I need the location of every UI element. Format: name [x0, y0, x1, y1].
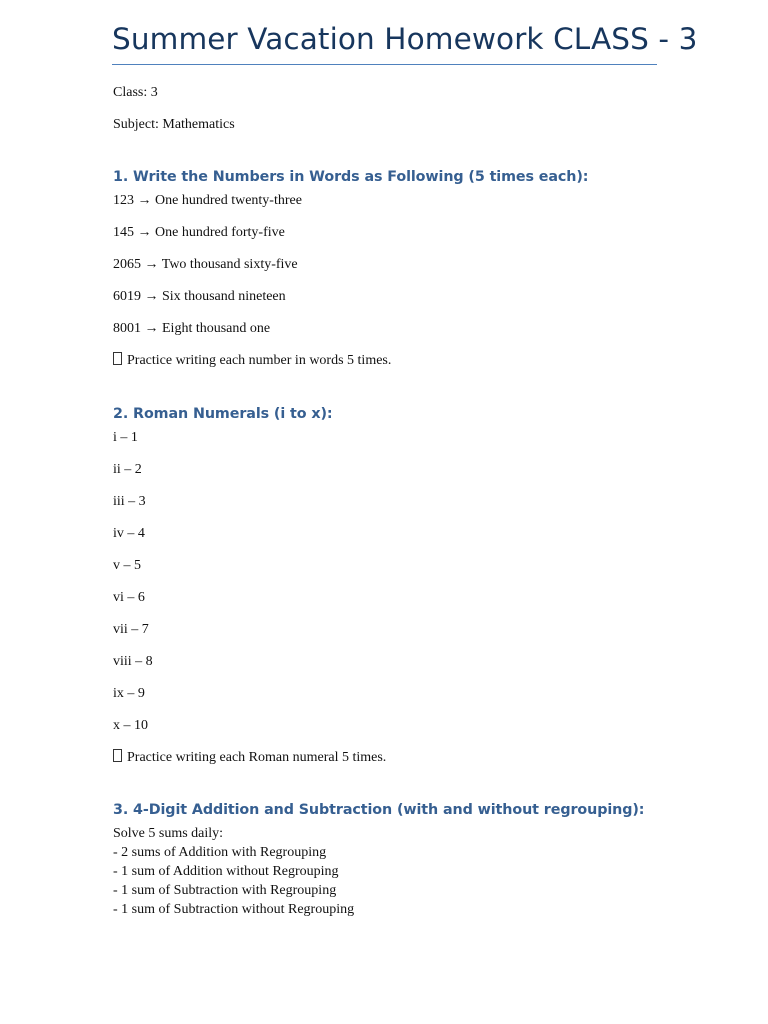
section2-note [113, 749, 386, 766]
missing-glyph-box-icon [113, 749, 122, 762]
roman-numeral-item: x – 10 [113, 718, 148, 733]
roman-numeral-item: vi – 6 [113, 590, 145, 605]
missing-glyph-box-icon [113, 352, 122, 365]
roman-numeral-item: iii – 3 [113, 494, 146, 509]
section1-heading: 1. Write the Numbers in Words as Following (5 times each): [113, 169, 589, 185]
roman-numeral-item: viii – 8 [113, 654, 153, 669]
roman-numeral-item: ix – 9 [113, 686, 145, 701]
roman-numeral-item: iv – 4 [113, 526, 145, 541]
section3-heading: 3. 4-Digit Addition and Subtraction (with and without regrouping): [113, 802, 645, 818]
section2-note-text: Practice writing each Roman numeral 5 times. [127, 750, 387, 765]
section1-note-text: Practice writing each number in words 5 times. [127, 353, 392, 368]
section3-intro: Solve 5 sums daily: [113, 826, 224, 841]
section3-item: - 2 sums of Addition with Regrouping [113, 845, 327, 860]
section3-item: - 1 sum of Subtraction with Regrouping [113, 883, 337, 898]
roman-numeral-item: vii – 7 [113, 622, 149, 637]
roman-numeral-item: ii – 2 [113, 462, 142, 477]
document-title: Summer Vacation Homework CLASS - 3 [112, 22, 698, 56]
section3-item: - 1 sum of Subtraction without Regrouping [113, 902, 355, 917]
section1-item: 123 → One hundred twenty-three [113, 193, 302, 208]
subject-line: Subject: Mathematics [113, 117, 235, 132]
section1-note [113, 352, 391, 369]
roman-numeral-item: i – 1 [113, 430, 138, 445]
roman-numeral-item: v – 5 [113, 558, 141, 573]
section1-item: 6019 → Six thousand nineteen [113, 289, 286, 304]
section1-item: 8001 → Eight thousand one [113, 321, 271, 336]
section1-item: 145 → One hundred forty-five [113, 225, 285, 240]
section2-heading: 2. Roman Numerals (i to x): [113, 406, 333, 422]
section1-item: 2065 → Two thousand sixty-five [113, 257, 298, 272]
class-line: Class: 3 [113, 85, 158, 100]
title-underline [112, 64, 657, 65]
section3-item: - 1 sum of Addition without Regrouping [113, 864, 339, 879]
